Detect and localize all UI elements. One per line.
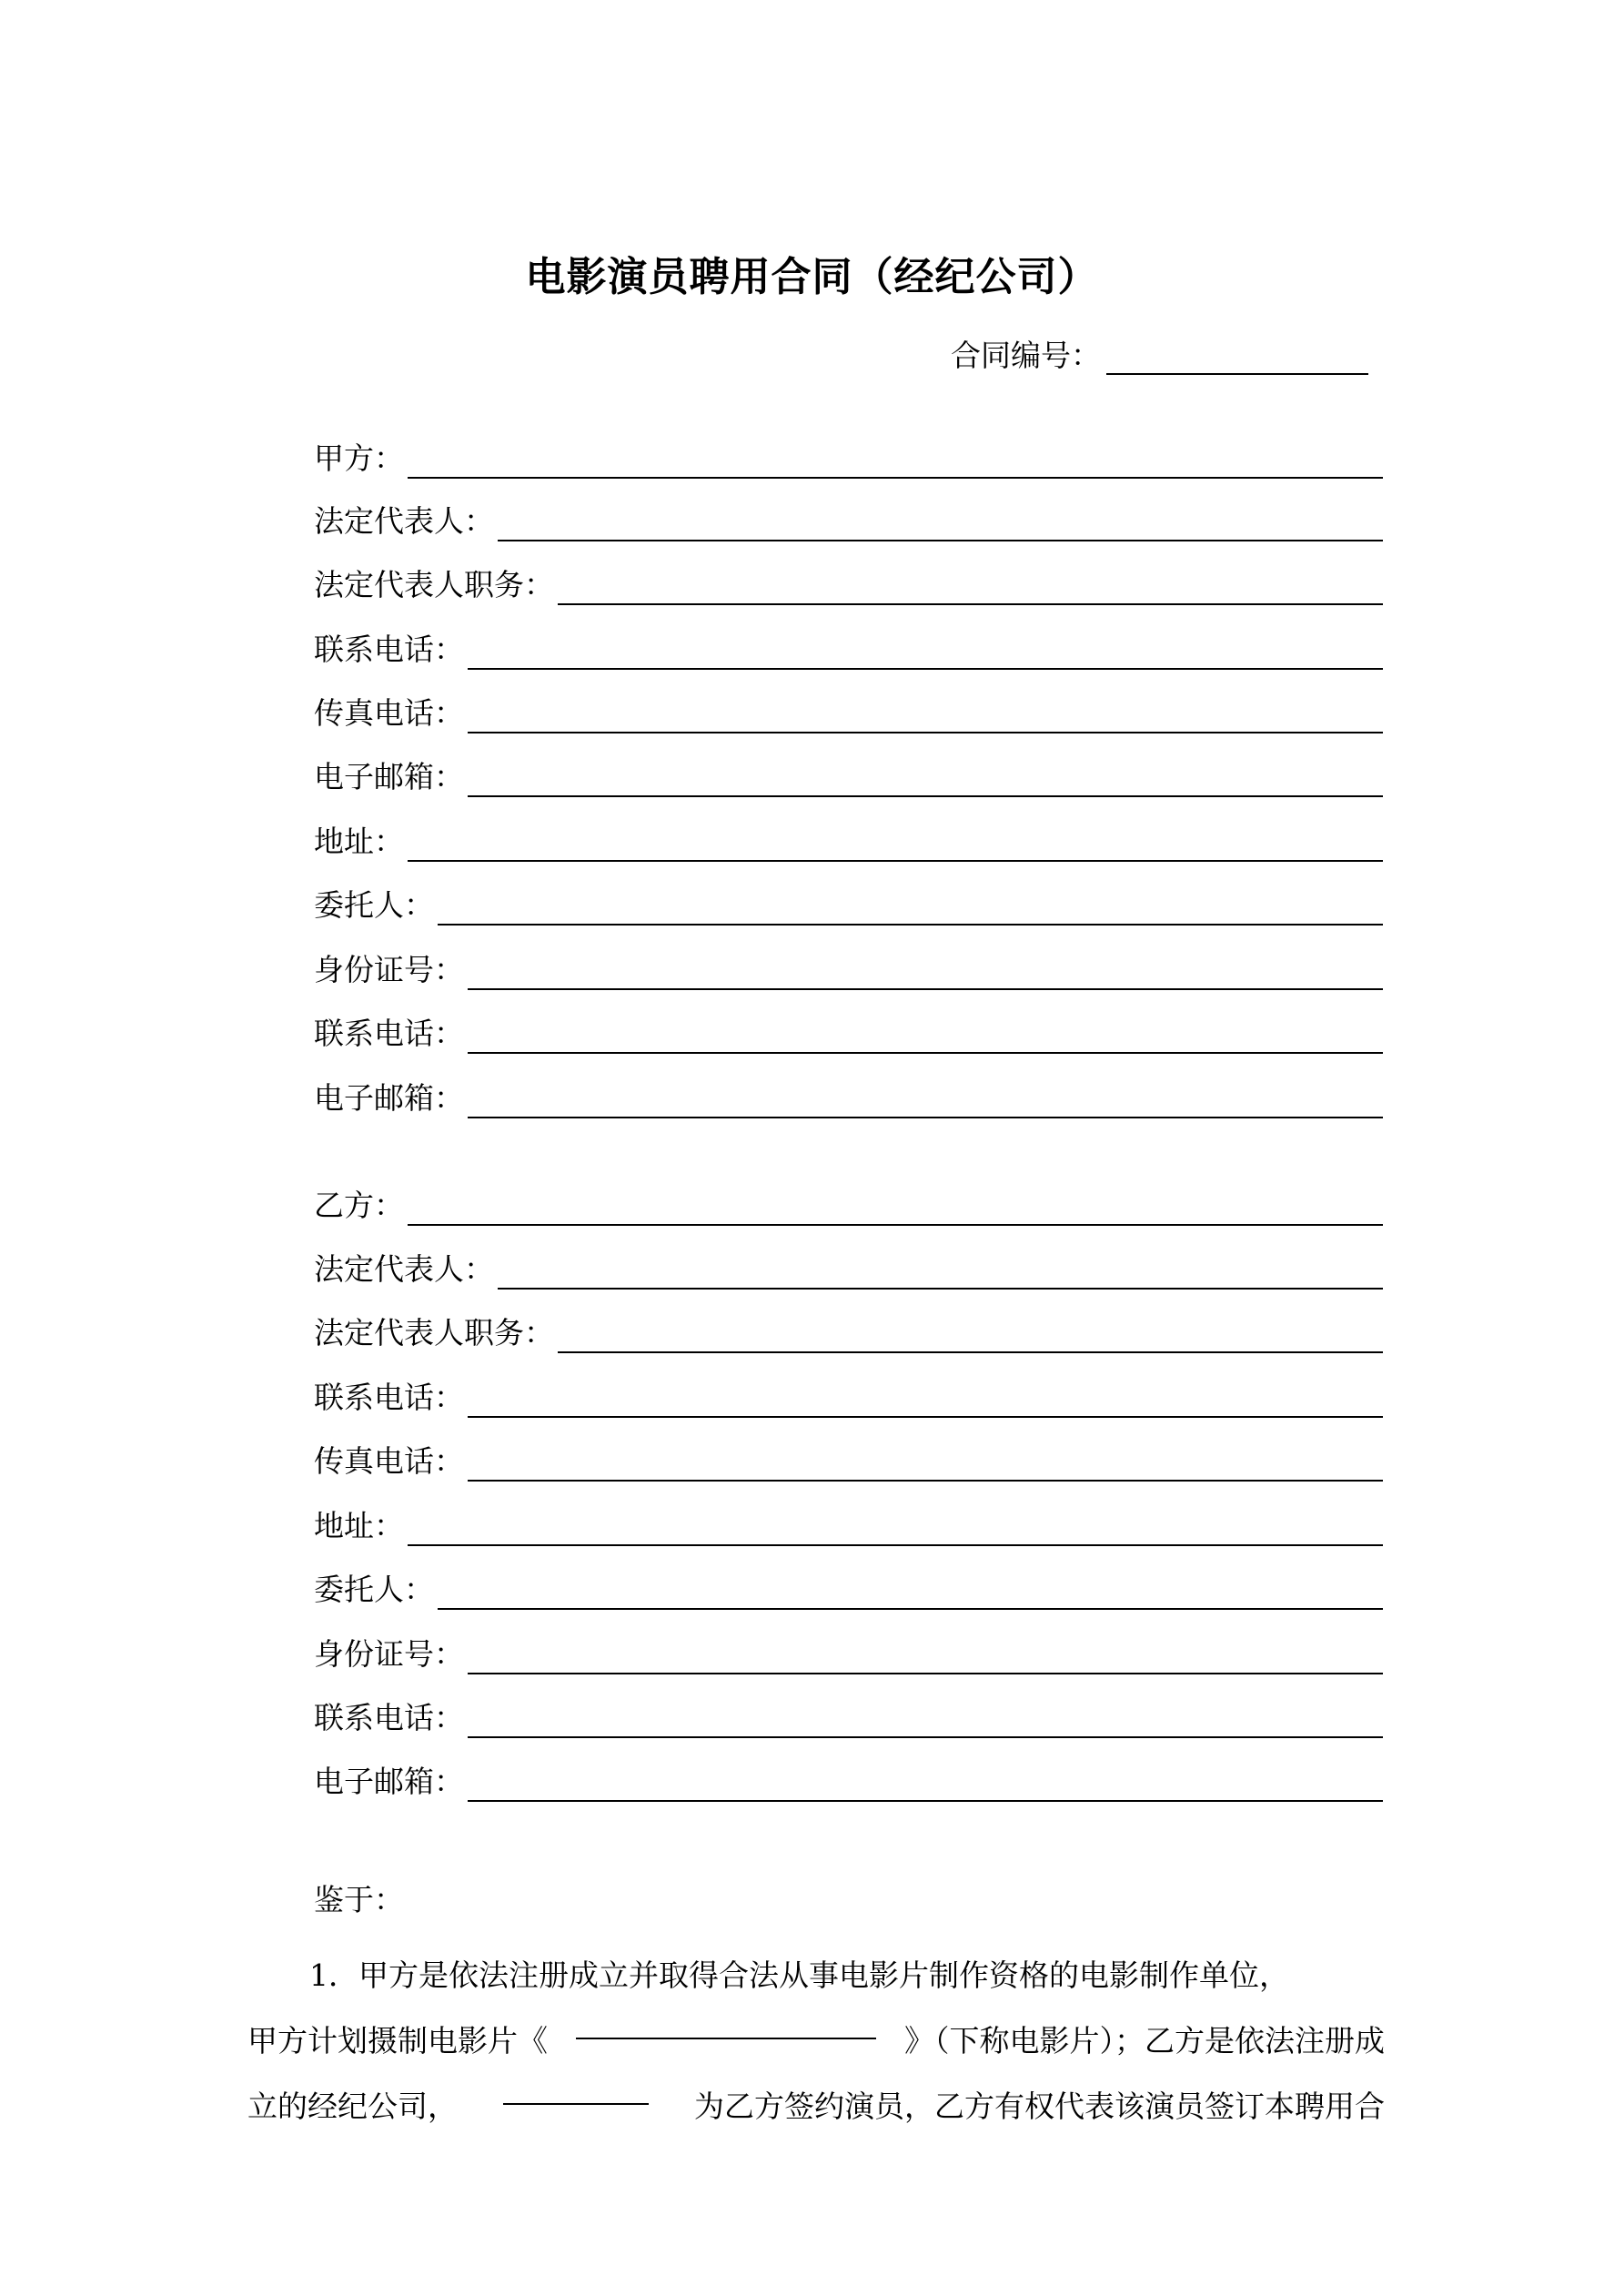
recital-clause-1 (247, 1943, 1385, 2139)
contract-number-label: 合同编号： (951, 338, 1101, 373)
party-a-legal-rep-label: 法定代表人： (314, 503, 494, 539)
party-a-name-blank[interactable] (408, 442, 1383, 479)
contract-number-field[interactable] (951, 335, 1387, 375)
party-b-phone-label: 联系电话： (314, 1380, 464, 1415)
party-a-agent-phone-field[interactable] (314, 1010, 1383, 1054)
party-b-agent-email-label: 电子邮箱： (314, 1764, 464, 1799)
party-a-agent-email-label: 电子邮箱： (314, 1080, 464, 1116)
recital-clause-1-line-2 (247, 2008, 1385, 2074)
recitals-heading: 鉴于： (314, 1882, 404, 1917)
party-a-agent-blank[interactable] (438, 889, 1383, 925)
party-b-agent-phone-blank[interactable] (468, 1702, 1383, 1738)
party-b-agent-label: 委托人： (314, 1572, 434, 1607)
party-a-agent-email-field[interactable] (314, 1075, 1383, 1118)
party-a-email-field[interactable] (314, 754, 1383, 797)
party-a-fax-field[interactable] (314, 690, 1383, 733)
party-a-agent-label: 委托人： (314, 887, 434, 923)
party-a-phone-field[interactable] (314, 626, 1383, 670)
party-a-legal-rep-title-label: 法定代表人职务： (314, 567, 554, 602)
party-b-legal-rep-title-label: 法定代表人职务： (314, 1315, 554, 1350)
party-b-legal-rep-label: 法定代表人： (314, 1251, 494, 1287)
party-a-name-field[interactable] (314, 435, 1383, 479)
party-a-email-blank[interactable] (468, 761, 1383, 797)
party-a-email-label: 电子邮箱： (314, 759, 464, 794)
party-b-fax-label: 传真电话： (314, 1443, 464, 1479)
party-b-agent-field[interactable] (314, 1566, 1383, 1610)
contract-number-blank[interactable] (1106, 337, 1368, 375)
party-b-legal-rep-blank[interactable] (498, 1253, 1383, 1290)
party-a-legal-rep-blank[interactable] (498, 505, 1383, 541)
party-b-phone-blank[interactable] (468, 1381, 1383, 1418)
recital-clause-1-line-3 (247, 2074, 1385, 2139)
party-b-address-field[interactable] (314, 1502, 1383, 1546)
party-b-fax-field[interactable] (314, 1438, 1383, 1482)
party-a-name-label: 甲方： (314, 440, 404, 476)
party-a-fax-label: 传真电话： (314, 695, 464, 731)
actor-name-blank[interactable] (503, 2074, 649, 2105)
party-a-agent-phone-label: 联系电话： (314, 1016, 464, 1051)
party-a-legal-rep-title-field[interactable] (314, 561, 1383, 605)
party-b-fax-blank[interactable] (468, 1445, 1383, 1482)
party-b-agent-email-field[interactable] (314, 1758, 1383, 1802)
party-b-agent-phone-label: 联系电话： (314, 1700, 464, 1735)
party-b-address-blank[interactable] (408, 1510, 1383, 1546)
recital-clause-1-text-3b: 为乙方签约演员，乙方有权代表该演员签订本聘用合 (694, 2089, 1385, 2124)
party-a-agent-phone-blank[interactable] (468, 1017, 1383, 1054)
party-a-id-number-field[interactable] (314, 946, 1383, 990)
party-b-id-number-field[interactable] (314, 1631, 1383, 1674)
party-b-agent-email-blank[interactable] (468, 1765, 1383, 1802)
party-a-phone-blank[interactable] (468, 633, 1383, 670)
party-a-fax-blank[interactable] (468, 697, 1383, 733)
party-b-legal-rep-title-field[interactable] (314, 1310, 1383, 1353)
recital-clause-1-text-2a: 甲方计划摄制电影片《 (247, 2023, 548, 2058)
party-a-legal-rep-field[interactable] (314, 498, 1383, 541)
recital-clause-1-text-2b: 》（下称电影片）；乙方是依法注册成 (904, 2023, 1385, 2058)
recital-clause-1-text-3a: 立的经纪公司， (247, 2089, 458, 2124)
party-a-id-number-blank[interactable] (468, 954, 1383, 990)
film-title-blank[interactable] (576, 2008, 876, 2039)
party-b-name-field[interactable] (314, 1182, 1383, 1226)
party-b-legal-rep-field[interactable] (314, 1246, 1383, 1290)
recital-clause-1-line-1 (247, 1943, 1385, 2008)
party-b-address-label: 地址： (314, 1508, 404, 1543)
party-b-name-blank[interactable] (408, 1189, 1383, 1226)
party-a-address-blank[interactable] (408, 825, 1383, 862)
party-b-name-label: 乙方： (314, 1188, 404, 1223)
party-a-agent-field[interactable] (314, 882, 1383, 925)
party-a-agent-email-blank[interactable] (468, 1082, 1383, 1118)
party-b-phone-field[interactable] (314, 1374, 1383, 1418)
recital-clause-1-text-1: 1．甲方是依法注册成立并取得合法从事电影片制作资格的电影制作单位， (309, 1957, 1289, 1993)
party-a-id-number-label: 身份证号： (314, 952, 464, 987)
party-b-id-number-blank[interactable] (468, 1638, 1383, 1674)
party-b-legal-rep-title-blank[interactable] (558, 1317, 1383, 1353)
party-b-id-number-label: 身份证号： (314, 1636, 464, 1672)
party-a-address-field[interactable] (314, 818, 1383, 862)
party-a-phone-label: 联系电话： (314, 632, 464, 667)
party-a-legal-rep-title-blank[interactable] (558, 569, 1383, 605)
party-b-agent-blank[interactable] (438, 1573, 1383, 1610)
party-b-agent-phone-field[interactable] (314, 1694, 1383, 1738)
party-a-address-label: 地址： (314, 824, 404, 859)
document-title: 电影演员聘用合同（经纪公司） (525, 254, 1099, 300)
